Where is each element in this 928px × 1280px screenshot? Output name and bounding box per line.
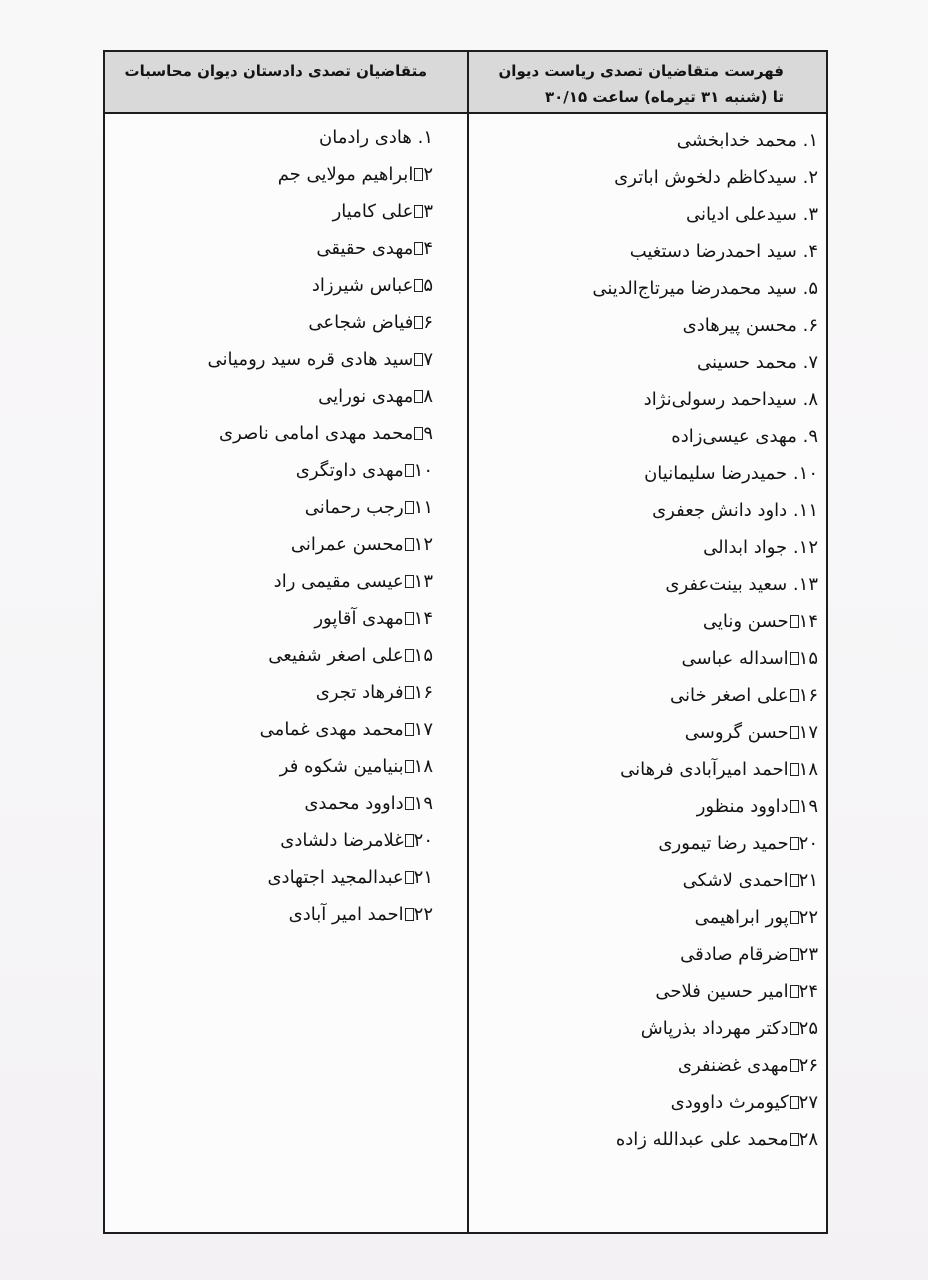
- candidate-name: مهدی غضنفری: [677, 1055, 789, 1076]
- list-item: [473, 529, 818, 566]
- list-item: [113, 822, 433, 859]
- candidate-name: سیدعلی ادیانی: [685, 204, 797, 225]
- candidate-name: فیاض شجاعی: [308, 312, 414, 333]
- candidate-name: علی اصغر خانی: [669, 685, 789, 706]
- missing-glyph-icon: [790, 615, 799, 628]
- item-number: ۹.: [802, 426, 818, 447]
- candidate-name: حمیدرضا سلیمانیان: [644, 463, 788, 484]
- list-item: [473, 899, 818, 936]
- candidate-name: جواد ابدالی: [703, 537, 788, 558]
- item-number: ۲۲: [413, 904, 433, 925]
- item-number: ۱۲.: [792, 537, 818, 558]
- list-item: [113, 341, 433, 378]
- list-item: [113, 785, 433, 822]
- list-item: [473, 936, 818, 973]
- candidate-name: هادی رادمان: [319, 127, 412, 148]
- missing-glyph-icon: [790, 1059, 799, 1072]
- missing-glyph-icon: [790, 874, 799, 887]
- candidate-name: دکتر مهرداد بذرپاش: [640, 1018, 789, 1039]
- missing-glyph-icon: [414, 279, 423, 292]
- item-number: ۶.: [802, 315, 818, 336]
- candidate-name: محمد مهدی امامی ناصری: [219, 423, 414, 444]
- item-number: ۳: [423, 201, 433, 222]
- list-item: [113, 378, 433, 415]
- missing-glyph-icon: [405, 834, 414, 847]
- candidate-name: فرهاد تجری: [315, 682, 404, 703]
- missing-glyph-icon: [405, 612, 414, 625]
- list-item: [113, 859, 433, 896]
- presidency-candidates-column: [465, 114, 826, 1232]
- item-number: ۱۱: [413, 497, 433, 518]
- list-item: [113, 230, 433, 267]
- missing-glyph-icon: [405, 538, 414, 551]
- header-title-prosecutor: متقاضیان تصدی دادستان دیوان محاسبات: [124, 62, 427, 80]
- missing-glyph-icon: [790, 800, 799, 813]
- table-header: [105, 52, 826, 114]
- missing-glyph-icon: [790, 726, 799, 739]
- candidate-name: حمید رضا تیموری: [658, 833, 789, 854]
- presidency-candidates-list: [473, 122, 818, 1158]
- list-item: [473, 381, 818, 418]
- item-number: ۱۷: [798, 722, 818, 743]
- candidate-name: مهدی داوتگری: [295, 460, 404, 481]
- list-item: [113, 193, 433, 230]
- missing-glyph-icon: [414, 353, 423, 366]
- header-title-presidency: فهرست متقاضیان تصدی ریاست دیوان: [498, 62, 784, 80]
- list-item: [473, 677, 818, 714]
- candidate-name: کیومرث داوودی: [670, 1092, 789, 1113]
- list-item: [473, 233, 818, 270]
- list-item: [473, 640, 818, 677]
- item-number: ۱۸: [798, 759, 818, 780]
- missing-glyph-icon: [405, 723, 414, 736]
- item-number: ۵.: [802, 278, 818, 299]
- item-number: ۴: [423, 238, 433, 259]
- list-item: [113, 452, 433, 489]
- item-number: ۲۵: [798, 1018, 818, 1039]
- list-item: [473, 1047, 818, 1084]
- missing-glyph-icon: [414, 316, 423, 329]
- item-number: ۸: [423, 386, 433, 407]
- missing-glyph-icon: [790, 985, 799, 998]
- list-item: [473, 862, 818, 899]
- list-item: [473, 751, 818, 788]
- candidate-name: محمد علی عبدالله زاده: [615, 1129, 789, 1150]
- item-number: ۱.: [417, 127, 433, 148]
- candidate-name: داود دانش جعفری: [652, 500, 788, 521]
- item-number: ۱۴: [413, 608, 433, 629]
- candidate-name: احمد امیرآبادی فرهانی: [620, 759, 789, 780]
- missing-glyph-icon: [790, 1096, 799, 1109]
- item-number: ۵: [423, 275, 433, 296]
- missing-glyph-icon: [405, 501, 414, 514]
- list-item: [113, 267, 433, 304]
- list-item: [473, 455, 818, 492]
- candidate-name: عباس شیرزاد: [311, 275, 414, 296]
- list-item: [113, 600, 433, 637]
- prosecutor-candidates-list: [113, 119, 433, 933]
- missing-glyph-icon: [405, 464, 414, 477]
- item-number: ۲۳: [798, 944, 818, 965]
- candidate-name: داوود منظور: [696, 796, 789, 817]
- list-item: [473, 825, 818, 862]
- missing-glyph-icon: [790, 1022, 799, 1035]
- list-item: [113, 563, 433, 600]
- candidate-name: مهدی حقیقی: [316, 238, 414, 259]
- item-number: ۴.: [802, 241, 818, 262]
- item-number: ۱۲: [413, 534, 433, 555]
- candidate-name: سید احمدرضا دستغیب: [629, 241, 797, 262]
- item-number: ۱۴: [798, 611, 818, 632]
- prosecutor-candidates-column: [105, 114, 467, 1232]
- candidate-name: ضرقام صادقی: [680, 944, 789, 965]
- list-item: [473, 418, 818, 455]
- missing-glyph-icon: [414, 427, 423, 440]
- list-item: [113, 896, 433, 933]
- candidate-name: مهدی نورایی: [318, 386, 414, 407]
- missing-glyph-icon: [414, 390, 423, 403]
- missing-glyph-icon: [790, 763, 799, 776]
- list-item: [473, 566, 818, 603]
- candidate-name: بنیامین شکوه فر: [279, 756, 404, 777]
- candidate-name: محسن عمرانی: [290, 534, 404, 555]
- item-number: ۱۳.: [792, 574, 818, 595]
- missing-glyph-icon: [405, 649, 414, 662]
- missing-glyph-icon: [405, 797, 414, 810]
- candidate-name: سعید بینت‌عفری: [665, 574, 788, 595]
- item-number: ۱۳: [413, 571, 433, 592]
- list-item: [473, 307, 818, 344]
- candidate-name: ابراهیم مولایی جم: [277, 164, 414, 185]
- item-number: ۱۹: [413, 793, 433, 814]
- item-number: ۱۶: [798, 685, 818, 706]
- list-item: [113, 526, 433, 563]
- candidate-name: سیدکاظم دلخوش اباتری: [614, 167, 797, 188]
- candidate-name: عبدالمجید اجتهادی: [267, 867, 404, 888]
- candidate-name: محمد خدابخشی: [676, 130, 797, 151]
- item-number: ۱۷: [413, 719, 433, 740]
- item-number: ۲۲: [798, 907, 818, 928]
- missing-glyph-icon: [414, 205, 423, 218]
- list-item: [473, 122, 818, 159]
- candidate-name: حسن ونایی: [702, 611, 789, 632]
- list-item: [473, 714, 818, 751]
- candidate-name: عیسی مقیمی راد: [273, 571, 404, 592]
- item-number: ۲۴: [798, 981, 818, 1002]
- candidate-name: محمد مهدی غمامی: [259, 719, 404, 740]
- candidate-name: داوود محمدی: [304, 793, 404, 814]
- list-item: [473, 1121, 818, 1158]
- list-item: [473, 196, 818, 233]
- candidate-name: محسن پیرهادی: [682, 315, 797, 336]
- missing-glyph-icon: [414, 242, 423, 255]
- missing-glyph-icon: [405, 686, 414, 699]
- candidate-name: اسداله عباسی: [681, 648, 789, 669]
- candidate-name: سید هادی قره سید رومیانی: [207, 349, 414, 370]
- list-item: [113, 119, 433, 156]
- list-item: [113, 304, 433, 341]
- candidate-name: علی اصغر شفیعی: [268, 645, 404, 666]
- missing-glyph-icon: [405, 760, 414, 773]
- missing-glyph-icon: [405, 871, 414, 884]
- candidate-name: مهدی آقاپور: [314, 608, 404, 629]
- list-item: [473, 344, 818, 381]
- list-item: [113, 156, 433, 193]
- item-number: ۱۹: [798, 796, 818, 817]
- item-number: ۱۱.: [792, 500, 818, 521]
- item-number: ۱۶: [413, 682, 433, 703]
- list-item: [473, 973, 818, 1010]
- missing-glyph-icon: [414, 168, 423, 181]
- missing-glyph-icon: [790, 652, 799, 665]
- item-number: ۲۱: [798, 870, 818, 891]
- candidate-name: احمدی لاشکی: [682, 870, 789, 891]
- item-number: ۱۵: [413, 645, 433, 666]
- candidate-name: سید محمدرضا میرتاج‌الدینی: [592, 278, 797, 299]
- item-number: ۹: [423, 423, 433, 444]
- missing-glyph-icon: [790, 911, 799, 924]
- candidate-name: علی کامیار: [332, 201, 414, 222]
- item-number: ۸.: [802, 389, 818, 410]
- candidate-name: مهدی عیسی‌زاده: [671, 426, 797, 447]
- header-deadline: تا (شنبه ۳۱ تیرماه) ساعت ۳۰/۱۵: [545, 88, 784, 106]
- item-number: ۲۱: [413, 867, 433, 888]
- list-item: [473, 270, 818, 307]
- list-item: [113, 711, 433, 748]
- item-number: ۱.: [802, 130, 818, 151]
- missing-glyph-icon: [790, 948, 799, 961]
- candidate-name: احمد امیر آبادی: [288, 904, 404, 925]
- missing-glyph-icon: [405, 575, 414, 588]
- item-number: ۲۰: [798, 833, 818, 854]
- list-item: [473, 1084, 818, 1121]
- list-item: [473, 492, 818, 529]
- missing-glyph-icon: [790, 689, 799, 702]
- item-number: ۲۸: [798, 1129, 818, 1150]
- candidates-table: [103, 50, 828, 1234]
- list-item: [473, 788, 818, 825]
- candidate-name: پور ابراهیمی: [694, 907, 789, 928]
- item-number: ۲۷: [798, 1092, 818, 1113]
- candidate-name: سیداحمد رسولی‌نژاد: [643, 389, 797, 410]
- candidate-name: غلامرضا دلشادی: [280, 830, 404, 851]
- missing-glyph-icon: [790, 837, 799, 850]
- missing-glyph-icon: [790, 1133, 799, 1146]
- item-number: ۲۰: [413, 830, 433, 851]
- candidate-name: محمد حسینی: [696, 352, 797, 373]
- list-item: [113, 748, 433, 785]
- candidate-name: امیر حسین فلاحی: [655, 981, 789, 1002]
- item-number: ۲: [423, 164, 433, 185]
- list-item: [113, 637, 433, 674]
- candidate-name: حسن گروسی: [684, 722, 789, 743]
- list-item: [113, 489, 433, 526]
- missing-glyph-icon: [405, 908, 414, 921]
- item-number: ۱۰: [413, 460, 433, 481]
- list-item: [113, 415, 433, 452]
- header-cell-prosecutor: [105, 52, 467, 112]
- item-number: ۲۶: [798, 1055, 818, 1076]
- list-item: [473, 159, 818, 196]
- header-cell-presidency: [465, 52, 826, 112]
- list-item: [473, 603, 818, 640]
- item-number: ۷.: [802, 352, 818, 373]
- item-number: ۲.: [802, 167, 818, 188]
- item-number: ۶: [423, 312, 433, 333]
- list-item: [113, 674, 433, 711]
- item-number: ۷: [423, 349, 433, 370]
- item-number: ۱۵: [798, 648, 818, 669]
- list-item: [473, 1010, 818, 1047]
- item-number: ۱۸: [413, 756, 433, 777]
- candidate-name: رجب رحمانی: [304, 497, 404, 518]
- item-number: ۳.: [802, 204, 818, 225]
- item-number: ۱۰.: [792, 463, 818, 484]
